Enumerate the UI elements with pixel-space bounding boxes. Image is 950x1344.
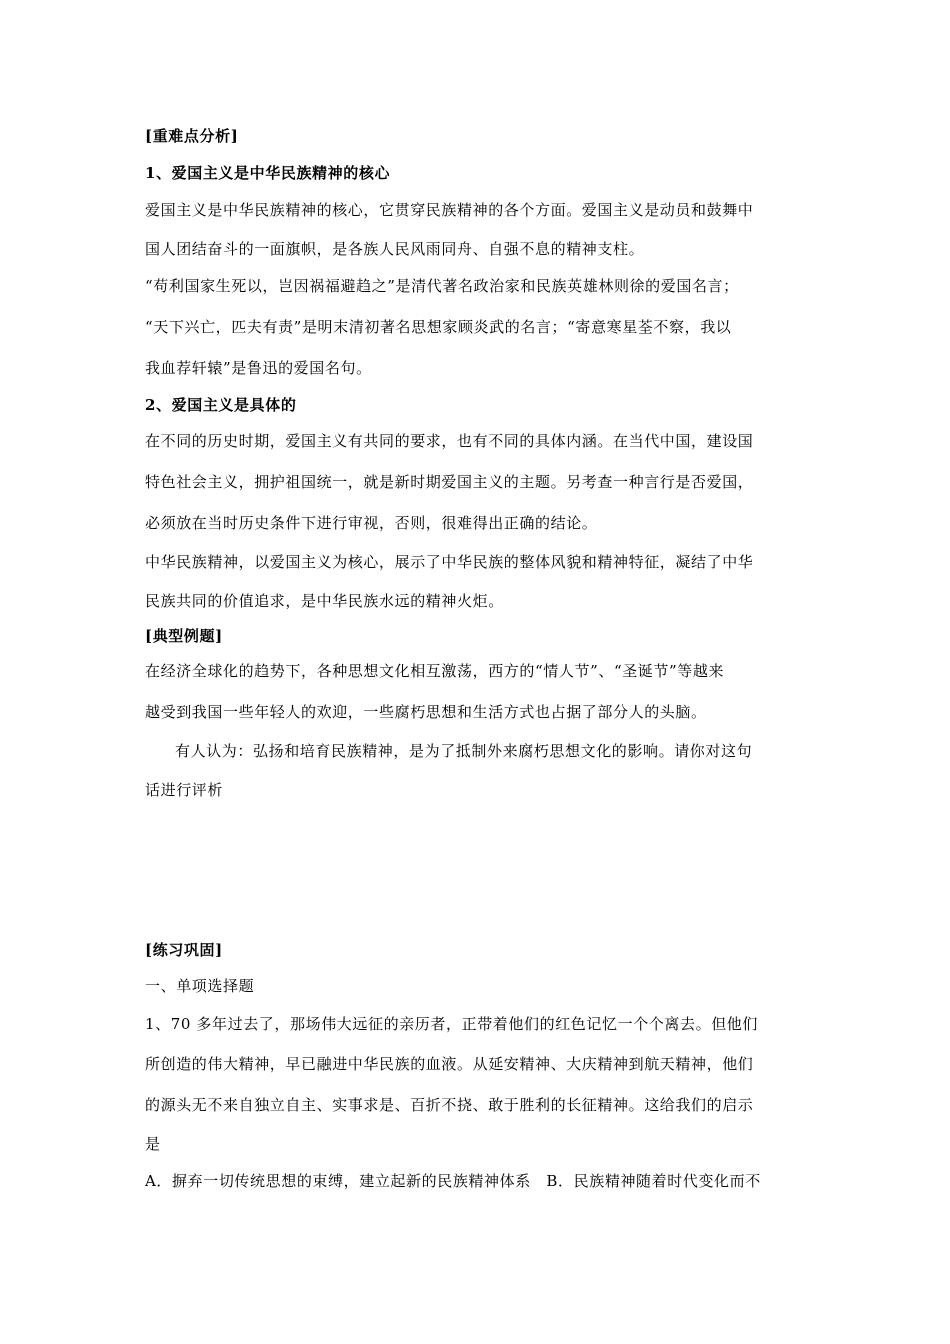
- question1-line3: 的源头无不来自独立自主、实事求是、百折不挠、敢于胜利的长征精神。这给我们的启示: [145, 1096, 754, 1114]
- question1-line2: 所创造的伟大精神，早已融进中华民族的血液。从延安精神、大庆精神到航天精神，他们: [145, 1055, 754, 1073]
- point2-paragraph1-line1: 在不同的历史时期，爱国主义有共同的要求，也有不同的具体内涵。在当代中国，建设国: [145, 432, 754, 450]
- question1-options: A．摒弃一切传统思想的束缚，建立起新的民族精神体系 B．民族精神随着时代变化而不: [145, 1172, 761, 1190]
- point2-paragraph1-line2: 特色社会主义，拥护祖国统一，就是新时期爱国主义的主题。另考查一种言行是否爱国，: [145, 473, 754, 491]
- point1-paragraph2-line1: “苟利国家生死以，岂因祸福避趋之”是清代著名政治家和民族英雄林则徐的爱国名言；: [145, 277, 739, 295]
- practice-heading: [练习巩固]: [145, 941, 223, 959]
- example-question-line2: 话进行评析: [145, 781, 224, 799]
- example-line1: 在经济全球化的趋势下，各种思想文化相互激荡，西方的“情人节”、“圣诞节”等越来: [145, 662, 725, 680]
- example-line2: 越受到我国一些年轻人的欢迎，一些腐朽思想和生活方式也占据了部分人的头脑。: [145, 703, 707, 721]
- example-heading: [典型例题]: [145, 627, 223, 645]
- question1-line4: 是: [145, 1135, 161, 1153]
- point1-paragraph1-line1: 爱国主义是中华民族精神的核心，它贯穿民族精神的各个方面。爱国主义是动员和鼓舞中: [145, 201, 754, 219]
- point1-paragraph1-line2: 国人团结奋斗的一面旗帜，是各族人民风雨同舟、自强不息的精神支柱。: [145, 240, 645, 258]
- point2-title: 2、爱国主义是具体的: [145, 396, 297, 414]
- point1-paragraph2-line3: 我血荐轩辕”是鲁迅的爱国名句。: [145, 359, 372, 377]
- point2-paragraph2-line2: 民族共同的价值追求，是中华民族水远的精神火炬。: [145, 592, 504, 610]
- practice-subheading: 一、单项选择题: [145, 977, 255, 995]
- point1-title: 1、爱国主义是中华民族精神的核心: [145, 164, 391, 182]
- point2-paragraph2-line1: 中华民族精神，以爱国主义为核心，展示了中华民族的整体风貌和精神特征，凝结了中华: [145, 553, 754, 571]
- example-question-line1: 有人认为：弘扬和培育民族精神，是为了抵制外来腐朽思想文化的影响。请你对这句: [175, 742, 753, 760]
- key-points-heading: [重难点分析]: [145, 127, 239, 145]
- point2-paragraph1-line3: 必须放在当时历史条件下进行审视，否则，很难得出正确的结论。: [145, 514, 598, 532]
- question1-line1: 1、70 多年过去了，那场伟大远征的亲历者，正带着他们的红色记忆一个个离去。但他们: [145, 1015, 759, 1033]
- point1-paragraph2-line2: “天下兴亡，匹夫有责”是明末清初著名思想家顾炎武的名言；“寄意寒星荃不察，我以: [145, 318, 732, 336]
